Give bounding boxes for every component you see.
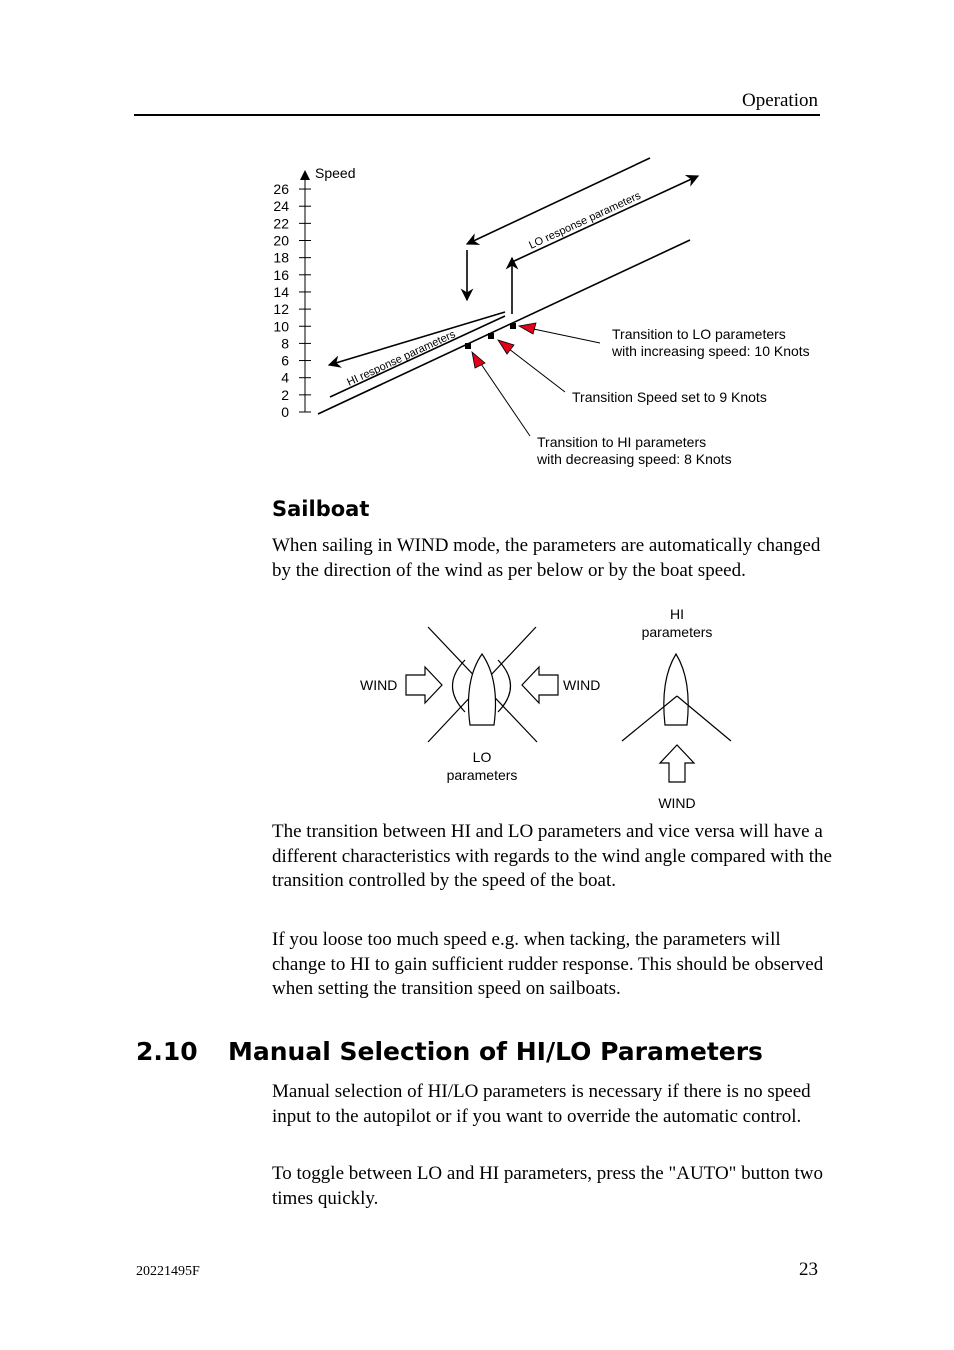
lo-response-label: LO response parameters — [527, 189, 643, 252]
section-title: Manual Selection of HI/LO Parameters — [228, 1037, 763, 1066]
set-speed-text: Transition Speed set to 9 Knots — [572, 389, 767, 405]
axis-tick-label: 10 — [273, 318, 289, 335]
wind-left-label: WIND — [360, 677, 398, 693]
sailboat-intro: When sailing in WIND mode, the parameters are automatically changed by the direction of the wind as per below or by the boat speed. — [272, 535, 821, 581]
hi-transition-text-1: Transition to HI parameters — [537, 434, 707, 450]
axis-tick-label: 12 — [273, 301, 289, 318]
lo-callout-leader — [524, 327, 600, 343]
hi-transition-marker — [465, 343, 471, 349]
toggle-instruction-paragraph: To toggle between LO and HI parameters, press the "AUTO" button two times quickly. — [272, 1163, 823, 1209]
axis-tick-label: 26 — [273, 181, 289, 198]
speed-axis-arrowhead — [300, 170, 310, 180]
wind-right-label: WIND — [563, 677, 601, 693]
set-speed-callout-leader — [504, 345, 565, 392]
lo-label-line-1: LO — [472, 749, 492, 765]
hi-label-line-2: parameters — [641, 624, 713, 640]
hi-sector-line — [622, 696, 677, 741]
axis-tick-label: 2 — [281, 386, 289, 403]
axis-tick-label: 6 — [281, 352, 289, 369]
lo-transition-text-1: Transition to LO parameters — [612, 326, 786, 342]
wind-arrow-up-icon — [660, 745, 694, 782]
axis-tick-label: 16 — [273, 266, 289, 283]
section-number: 2.10 — [136, 1037, 198, 1066]
axis-tick-label: 24 — [273, 198, 289, 215]
hi-parameters-boat — [622, 606, 731, 811]
axis-tick-label: 22 — [273, 215, 289, 232]
axis-tick-label: 4 — [281, 369, 289, 386]
hi-callout-leader — [477, 358, 530, 436]
wind-mode-diagram — [0, 600, 954, 815]
lo-callout-arrowhead — [519, 323, 536, 334]
hi-sector-line — [677, 696, 731, 741]
axis-tick-label: 0 — [281, 404, 289, 420]
wind-arrow-right-icon — [406, 667, 442, 703]
axis-tick-label: 14 — [273, 283, 289, 300]
lo-transition-text-2: with increasing speed: 10 Knots — [612, 343, 810, 359]
hi-transition-text-2: with decreasing speed: 8 Knots — [537, 451, 732, 467]
lo-parameters-boat — [360, 627, 600, 783]
boat-hull — [664, 654, 688, 725]
page-number: 23 — [799, 1259, 818, 1280]
speed-transition-diagram — [0, 0, 954, 480]
transition-paragraph: The transition between HI and LO parameters and vice versa will have a different characteristics with regards to the wind angle compared with the transition controlled by the speed of the boat. — [272, 821, 832, 891]
boat-hull — [469, 654, 496, 725]
lo-label-line-2: parameters — [446, 767, 518, 783]
section-heading — [136, 1037, 763, 1066]
hi-label-line-1: HI — [670, 606, 684, 622]
sailboat-heading: Sailboat — [272, 497, 370, 521]
axis-tick-label: 20 — [273, 232, 289, 249]
hi-callout-arrowhead — [472, 352, 485, 368]
axis-tick-label: 18 — [273, 249, 289, 266]
page-header-title: Operation — [742, 90, 818, 111]
lo-transition-marker — [510, 323, 516, 329]
speed-loss-paragraph: If you loose too much speed e.g. when tacking, the parameters will change to HI to gain sufficient rudder response. This should be observed when setting the transition speed on sailboats. — [272, 929, 824, 999]
wind-arrow-left-icon — [522, 667, 558, 703]
lo-sector-arc — [498, 660, 511, 712]
hi-response-label: HI response parameters — [345, 328, 458, 389]
manual-selection-paragraph: Manual selection of HI/LO parameters is necessary if there is no speed input to the autopilot or if you want to override the automatic control. — [272, 1081, 811, 1127]
wind-bottom-label: WIND — [658, 795, 696, 811]
set-speed-callout-arrowhead — [498, 340, 514, 354]
set-speed-marker — [488, 333, 494, 339]
speed-axis-label: Speed — [315, 165, 356, 181]
document-number: 20221495F — [136, 1264, 200, 1279]
axis-tick-label: 8 — [281, 335, 289, 352]
